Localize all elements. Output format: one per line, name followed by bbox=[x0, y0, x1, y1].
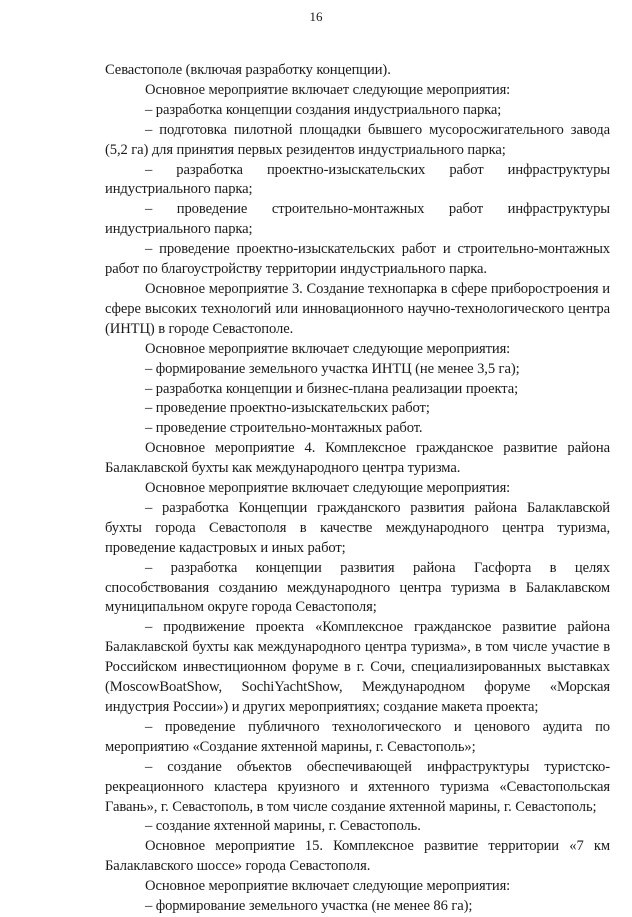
paragraph: – проведение проектно-изыскательских работ; bbox=[145, 400, 430, 417]
paragraph: Основное мероприятие 15. Комплексное развитие территории «7 км Балаклавского шоссе» города Севастополя. bbox=[105, 838, 610, 875]
paragraph: – проведение строительно-монтажных работ. bbox=[145, 420, 423, 437]
document-body bbox=[105, 61, 610, 917]
paragraph: Основное мероприятие 3. Создание технопарка в сфере приборостроения и сфере высоких технологий или инновационного научно-технологического центра (ИНТЦ) в городе Севастополе. bbox=[105, 280, 610, 337]
paragraph: – формирование земельного участка (не менее 86 га); bbox=[145, 898, 473, 915]
paragraph: – формирование земельного участка ИНТЦ (не менее 3,5 га); bbox=[145, 360, 520, 377]
paragraph: Основное мероприятие включает следующие мероприятия: bbox=[145, 878, 511, 895]
paragraph: – разработка концепции создания индустриального парка; bbox=[145, 101, 502, 118]
paragraph: Основное мероприятие 4. Комплексное гражданское развитие района Балаклавской бухты как международного центра туризма. bbox=[105, 440, 610, 477]
paragraph: Основное мероприятие включает следующие мероприятия: bbox=[145, 340, 511, 357]
paragraph: – разработка Концепции гражданского развития района Балаклавской бухты города Севастополя в качестве международного центра туризма, проведение кадастровых и иных работ; bbox=[105, 499, 610, 556]
paragraph: – проведение публичного технологического и ценового аудита по мероприятию «Создание яхтенной марины, г. Севастополь»; bbox=[105, 718, 610, 755]
paragraph: – проведение строительно-монтажных работ инфраструктуры индустриального парка; bbox=[105, 201, 610, 238]
paragraph: – проведение проектно-изыскательских работ и строительно-монтажных работ по благоустройству территории индустриального парка. bbox=[105, 241, 610, 278]
paragraph: – создание объектов обеспечивающей инфраструктуры туристско-рекреационного кластера круизного и яхтенного туризма «Севастопольская Гавань», г. Севастополь, в том числе создание яхтенной марины, г. Севастополь; bbox=[105, 758, 610, 815]
paragraph: – разработка концепции развития района Гасфорта в целях способствования созданию международного центра туризма в Балаклавском муниципальном округе города Севастополя; bbox=[105, 559, 610, 616]
page-number: 16 bbox=[309, 9, 323, 24]
paragraph: – разработка проектно-изыскательских работ инфраструктуры индустриального парка; bbox=[105, 161, 610, 198]
paragraph: Основное мероприятие включает следующие мероприятия: bbox=[145, 480, 511, 497]
paragraph: – продвижение проекта «Комплексное гражданское развитие района Балаклавской бухты как международного центра туризма», в том числе участие в Российском инвестиционном форуме в г. Сочи, специализированных выставках (MoscowBoatShow, SochiYachtShow, Международном форуме «Морская индустрия России») и других мероприятиях; создание макета проекта; bbox=[105, 619, 610, 715]
paragraph: – подготовка пилотной площадки бывшего мусоросжигательного завода (5,2 га) для принятия первых резидентов индустриального парка; bbox=[105, 121, 610, 158]
paragraph: Основное мероприятие включает следующие мероприятия: bbox=[145, 81, 511, 98]
paragraph: – разработка концепции и бизнес-плана реализации проекта; bbox=[145, 380, 519, 397]
paragraph: Севастополе (включая разработку концепции). bbox=[105, 62, 391, 78]
paragraph: – создание яхтенной марины, г. Севастополь. bbox=[145, 818, 421, 835]
